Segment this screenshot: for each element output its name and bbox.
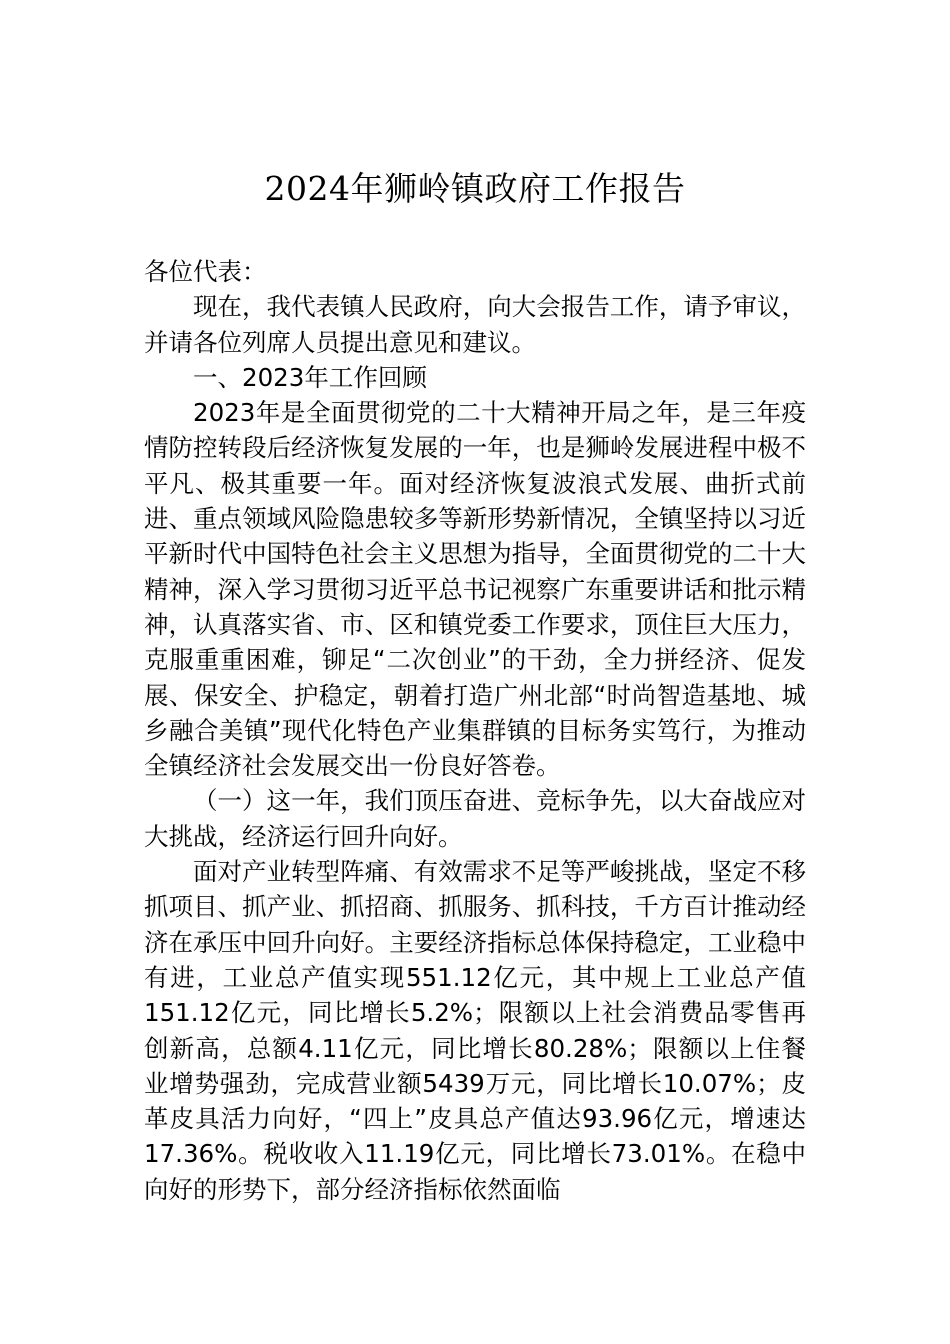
subsection-heading: （一）这一年，我们顶压奋进、竞标争先，以大奋战应对大挑战，经济运行回升向好。	[144, 786, 806, 851]
document-body	[144, 254, 806, 1207]
paragraph-intro: 现在，我代表镇人民政府，向大会报告工作，请予审议，并请各位列席人员提出意见和建议。	[144, 292, 806, 357]
document-title: 2024年狮岭镇政府工作报告	[264, 169, 686, 208]
section-heading: 一、2023年工作回顾	[193, 362, 427, 392]
paragraph-economy: 面对产业转型阵痛、有效需求不足等严峻挑战，坚定不移抓项目、抓产业、抓招商、抓服务、抓科技，千方百计推动经济在承压中回升向好。主要经济指标总体保持稳定，工业稳中有进，工业总产值实现551.12亿元，其中规上工业总产值151.12亿元，同比增长5.2%；限额以上社会消费品零售再创新高，总额4.11亿元，同比增长80.28%；限额以上住餐业增势强劲，完成营业额5439万元，同比增长10.07%；皮革皮具活力向好，“四上”皮具总产值达93.96亿元，增速达17.36%。税收收入11.19亿元，同比增长73.01%。在稳中向好的形势下，部分经济指标依然面临	[144, 857, 806, 1204]
salutation: 各位代表：	[144, 257, 267, 286]
paragraph-overview: 2023年是全面贯彻党的二十大精神开局之年，是三年疫情防控转段后经济恢复发展的一年，也是狮岭发展进程中极不平凡、极其重要一年。面对经济恢复波浪式发展、曲折式前进、重点领域风险隐患较多等新形势新情况，全镇坚持以习近平新时代中国特色社会主义思想为指导，全面贯彻党的二十大精神，深入学习贯彻习近平总书记视察广东重要讲话和批示精神，认真落实省、市、区和镇党委工作要求，顶住巨大压力，克服重重困难，铆足“二次创业”的干劲，全力拼经济、促发展、保安全、护稳定，朝着打造广州北部“时尚智造基地、城乡融合美镇”现代化特色产业集群镇的目标务实笃行，为推动全镇经济社会发展交出一份良好答卷。	[144, 398, 806, 781]
